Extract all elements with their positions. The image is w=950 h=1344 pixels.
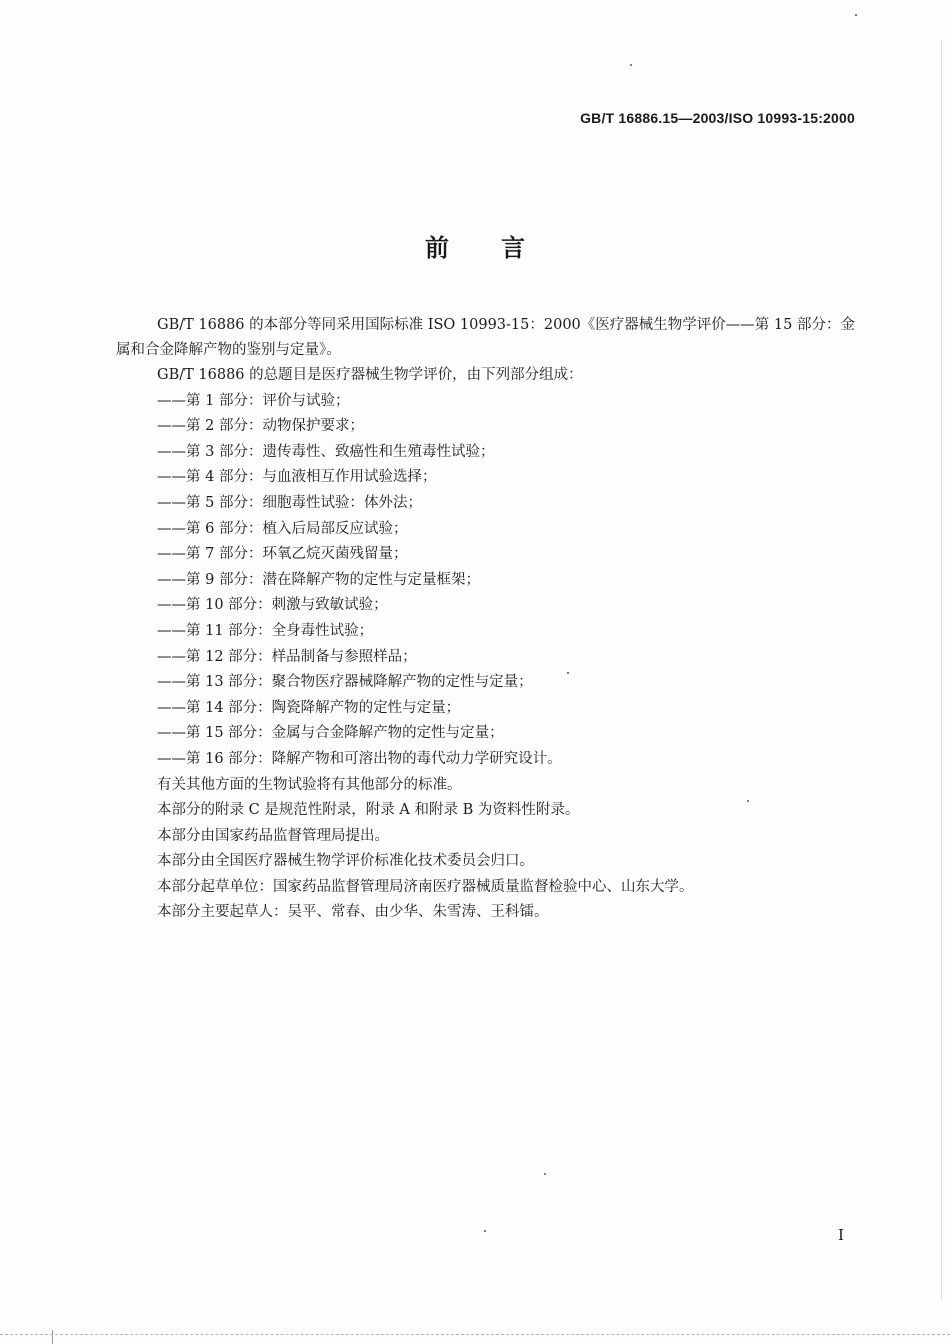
parts-list-item: ——第 14 部分：陶瓷降解产物的定性与定量；: [157, 699, 461, 716]
page-title: 前言: [425, 234, 577, 262]
scan-edge-mark: [52, 1330, 53, 1344]
notes-section: [116, 773, 856, 927]
foreword-body: [116, 313, 856, 926]
scan-speck: [484, 1230, 486, 1232]
document-code-header: GB/T 16886.15—2003/ISO 10993-15:2000: [580, 110, 855, 126]
parts-list-item: ——第 9 部分：潜在降解产物的定性与定量框架；: [157, 571, 480, 588]
scan-speck: [630, 64, 632, 66]
note-line: 本部分起草单位：国家药品监督管理局济南医疗器械质量监督检验中心、山东大学。: [157, 878, 694, 895]
parts-list-item: ——第 15 部分：金属与合金降解产物的定性与定量；: [157, 725, 504, 742]
parts-list-item: ——第 4 部分：与血液相互作用试验选择；: [157, 469, 437, 486]
note-line: 本部分主要起草人：吴平、常春、由少华、朱雪涛、王科镭。: [157, 904, 549, 921]
parts-list-item: ——第 3 部分：遗传毒性、致癌性和生殖毒性试验；: [157, 443, 495, 460]
scan-edge-bottom: [0, 1334, 950, 1336]
parts-list-item: ——第 16 部分：降解产物和可溶出物的毒代动力学研究设计。: [157, 750, 562, 767]
scan-speck: [544, 1173, 546, 1175]
parts-list-item: ——第 1 部分：评价与试验；: [157, 392, 350, 409]
intro-paragraph-1: GB/T 16886 的本部分等同采用国际标准 ISO 10993-15：2000《医疗器械生物学评价——第 15 部分：金属和合金降解产物的鉴别与定量》。: [116, 317, 855, 358]
parts-list-item: ——第 6 部分：植入后局部反应试验；: [157, 520, 408, 537]
scan-speck: [567, 672, 569, 674]
page-number: I: [838, 1226, 844, 1244]
parts-list-item: ——第 13 部分：聚合物医疗器械降解产物的定性与定量；: [157, 674, 533, 691]
note-line: 本部分的附录 C 是规范性附录，附录 A 和附录 B 为资料性附录。: [157, 802, 580, 819]
parts-list-item: ——第 2 部分：动物保护要求；: [157, 418, 364, 435]
parts-list-item: ——第 12 部分：样品制备与参照样品；: [157, 648, 417, 665]
note-line: 有关其他方面的生物试验将有其他部分的标准。: [157, 776, 462, 793]
parts-list-item: ——第 11 部分：全身毒性试验；: [157, 622, 374, 639]
parts-list: [116, 389, 856, 773]
scan-speck: [747, 800, 749, 802]
note-line: 本部分由国家药品监督管理局提出。: [157, 827, 389, 844]
intro-paragraph-2: GB/T 16886 的总题目是医疗器械生物学评价，由下列部分组成：: [157, 367, 583, 383]
scan-edge-right: [941, 0, 942, 1344]
parts-list-item: ——第 5 部分：细胞毒性试验：体外法；: [157, 494, 422, 511]
note-line: 本部分由全国医疗器械生物学评价标准化技术委员会归口。: [157, 853, 534, 870]
scan-speck: [855, 14, 857, 16]
parts-list-item: ——第 7 部分：环氧乙烷灭菌残留量；: [157, 546, 408, 563]
parts-list-item: ——第 10 部分：刺激与致敏试验；: [157, 597, 388, 614]
